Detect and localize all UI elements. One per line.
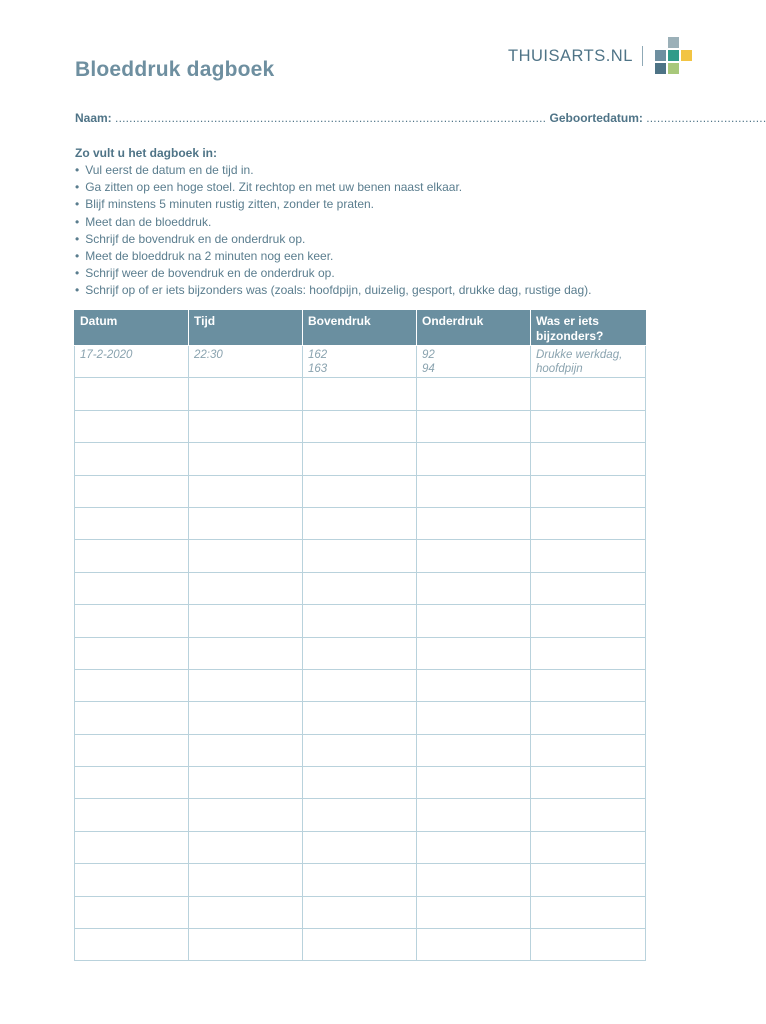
date-cell[interactable]	[75, 605, 189, 637]
date-cell[interactable]	[75, 540, 189, 572]
time-cell[interactable]	[189, 443, 303, 475]
example-lower-2: 94	[422, 363, 435, 375]
date-cell[interactable]	[75, 443, 189, 475]
name-label: Naam:	[75, 111, 112, 125]
column-header-lower-pressure: Onderdruk	[417, 311, 531, 346]
notes-cell[interactable]	[531, 378, 646, 410]
example-lower-1: 92	[422, 349, 435, 361]
date-cell[interactable]	[75, 929, 189, 961]
notes-cell[interactable]	[531, 475, 646, 507]
table-row	[75, 831, 646, 863]
date-cell[interactable]	[75, 669, 189, 701]
example-time: 22:30	[194, 349, 223, 361]
table-row	[75, 864, 646, 896]
lower-pressure-cell[interactable]	[417, 669, 531, 701]
notes-cell[interactable]	[531, 669, 646, 701]
date-cell[interactable]	[75, 637, 189, 669]
lower-pressure-cell[interactable]	[417, 767, 531, 799]
table-row	[75, 507, 646, 539]
lower-pressure-cell[interactable]	[417, 896, 531, 928]
notes-cell[interactable]	[531, 443, 646, 475]
upper-pressure-cell[interactable]	[303, 734, 417, 766]
time-cell[interactable]	[189, 410, 303, 442]
lower-pressure-cell[interactable]	[417, 929, 531, 961]
upper-pressure-cell[interactable]	[303, 799, 417, 831]
date-cell[interactable]	[75, 831, 189, 863]
lower-pressure-cell[interactable]	[417, 475, 531, 507]
table-row	[75, 702, 646, 734]
table-row	[75, 605, 646, 637]
lower-pressure-cell[interactable]	[417, 831, 531, 863]
logo-square-middle-right	[681, 50, 692, 61]
instruction-item: • Meet de bloeddruk na 2 minuten nog een keer.	[75, 248, 655, 265]
example-date: 17-2-2020	[80, 349, 133, 361]
example-date-cell	[75, 346, 189, 378]
birthdate-label: Geboortedatum:	[549, 111, 643, 125]
brand-divider	[642, 46, 643, 66]
time-cell[interactable]	[189, 572, 303, 604]
time-cell[interactable]	[189, 767, 303, 799]
notes-cell[interactable]	[531, 702, 646, 734]
logo-square-middle-center	[668, 50, 679, 61]
notes-cell[interactable]	[531, 540, 646, 572]
upper-pressure-cell[interactable]	[303, 605, 417, 637]
upper-pressure-cell[interactable]	[303, 443, 417, 475]
upper-pressure-cell[interactable]	[303, 637, 417, 669]
upper-pressure-cell[interactable]	[303, 669, 417, 701]
time-cell[interactable]	[189, 475, 303, 507]
column-header-upper-pressure: Bovendruk	[303, 311, 417, 346]
brand-name: THUISARTS.NL	[508, 46, 633, 65]
brand	[508, 36, 694, 76]
table-row	[75, 443, 646, 475]
upper-pressure-cell[interactable]	[303, 767, 417, 799]
upper-pressure-cell[interactable]	[303, 929, 417, 961]
lower-pressure-cell[interactable]	[417, 637, 531, 669]
date-cell[interactable]	[75, 507, 189, 539]
table-row	[75, 637, 646, 669]
instruction-item: • Vul eerst de datum en de tijd in.	[75, 162, 655, 179]
time-cell[interactable]	[189, 702, 303, 734]
notes-cell[interactable]	[531, 767, 646, 799]
instructions-heading: Zo vult u het dagboek in:	[75, 146, 217, 160]
example-upper-cell	[303, 346, 417, 378]
lower-pressure-cell[interactable]	[417, 734, 531, 766]
date-cell[interactable]	[75, 767, 189, 799]
time-cell[interactable]	[189, 540, 303, 572]
instruction-item: • Meet dan de bloeddruk.	[75, 214, 655, 231]
upper-pressure-cell[interactable]	[303, 702, 417, 734]
table-row	[75, 799, 646, 831]
upper-pressure-cell[interactable]	[303, 896, 417, 928]
table-row	[75, 929, 646, 961]
page-title: Bloeddruk dagboek	[75, 58, 275, 81]
lower-pressure-cell[interactable]	[417, 702, 531, 734]
date-cell[interactable]	[75, 799, 189, 831]
example-upper-2: 163	[308, 363, 328, 375]
time-cell[interactable]	[189, 799, 303, 831]
lower-pressure-cell[interactable]	[417, 443, 531, 475]
upper-pressure-cell[interactable]	[303, 378, 417, 410]
notes-cell[interactable]	[531, 410, 646, 442]
table-row	[75, 734, 646, 766]
personal-fields	[75, 111, 766, 125]
notes-cell[interactable]	[531, 799, 646, 831]
logo-square-bottom-center	[668, 63, 679, 74]
notes-cell[interactable]	[531, 605, 646, 637]
lower-pressure-cell[interactable]	[417, 507, 531, 539]
date-cell[interactable]	[75, 378, 189, 410]
time-cell[interactable]	[189, 896, 303, 928]
instruction-item: • Ga zitten op een hoge stoel. Zit rechtop en met uw benen naast elkaar.	[75, 179, 655, 196]
upper-pressure-cell[interactable]	[303, 475, 417, 507]
notes-cell[interactable]	[531, 734, 646, 766]
lower-pressure-cell[interactable]	[417, 572, 531, 604]
time-cell[interactable]	[189, 507, 303, 539]
notes-cell[interactable]	[531, 831, 646, 863]
instruction-item: • Schrijf op of er iets bijzonders was (zoals: hoofdpijn, duizelig, gesport, drukke dag, rustige dag).	[75, 282, 655, 299]
table-row	[75, 896, 646, 928]
time-cell[interactable]	[189, 669, 303, 701]
table-row	[75, 378, 646, 410]
time-cell[interactable]	[189, 378, 303, 410]
time-cell[interactable]	[189, 605, 303, 637]
lower-pressure-cell[interactable]	[417, 540, 531, 572]
name-field[interactable]: ..........................................................................................................................	[115, 111, 547, 125]
notes-cell[interactable]	[531, 637, 646, 669]
example-upper-1: 162	[308, 349, 328, 361]
column-header-time: Tijd	[189, 311, 303, 346]
time-cell[interactable]	[189, 929, 303, 961]
lower-pressure-cell[interactable]	[417, 378, 531, 410]
table-row	[75, 540, 646, 572]
table-row	[75, 572, 646, 604]
date-cell[interactable]	[75, 734, 189, 766]
instruction-item: • Schrijf de bovendruk en de onderdruk op.	[75, 231, 655, 248]
table-row	[75, 475, 646, 507]
example-notes-1: Drukke werkdag,	[536, 349, 623, 361]
instructions-list	[75, 162, 655, 300]
lower-pressure-cell[interactable]	[417, 864, 531, 896]
table-row	[75, 767, 646, 799]
logo-square-top	[668, 37, 679, 48]
example-notes-cell	[531, 346, 646, 378]
date-cell[interactable]	[75, 572, 189, 604]
logo-icon	[654, 36, 694, 76]
date-cell[interactable]	[75, 410, 189, 442]
upper-pressure-cell[interactable]	[303, 831, 417, 863]
upper-pressure-cell[interactable]	[303, 410, 417, 442]
time-cell[interactable]	[189, 637, 303, 669]
table-row	[75, 669, 646, 701]
notes-cell[interactable]	[531, 929, 646, 961]
date-cell[interactable]	[75, 475, 189, 507]
table-row	[75, 410, 646, 442]
date-cell[interactable]	[75, 702, 189, 734]
example-time-cell	[189, 346, 303, 378]
column-header-notes: Was er iets bijzonders?	[531, 311, 646, 346]
blood-pressure-log-table	[74, 310, 646, 961]
instruction-item: • Schrijf weer de bovendruk en de onderdruk op.	[75, 265, 655, 282]
birthdate-field[interactable]: ..................................	[646, 111, 766, 125]
example-notes-2: hoofdpijn	[536, 363, 583, 375]
time-cell[interactable]	[189, 831, 303, 863]
column-header-date: Datum	[75, 311, 189, 346]
example-lower-cell	[417, 346, 531, 378]
upper-pressure-cell[interactable]	[303, 507, 417, 539]
date-cell[interactable]	[75, 896, 189, 928]
time-cell[interactable]	[189, 734, 303, 766]
lower-pressure-cell[interactable]	[417, 410, 531, 442]
example-row	[75, 346, 646, 378]
instructions	[75, 145, 655, 300]
lower-pressure-cell[interactable]	[417, 799, 531, 831]
logo-square-middle-left	[655, 50, 666, 61]
lower-pressure-cell[interactable]	[417, 605, 531, 637]
notes-cell[interactable]	[531, 507, 646, 539]
notes-cell[interactable]	[531, 896, 646, 928]
upper-pressure-cell[interactable]	[303, 540, 417, 572]
date-cell[interactable]	[75, 864, 189, 896]
logo-square-bottom-left	[655, 63, 666, 74]
notes-cell[interactable]	[531, 864, 646, 896]
upper-pressure-cell[interactable]	[303, 572, 417, 604]
time-cell[interactable]	[189, 864, 303, 896]
upper-pressure-cell[interactable]	[303, 864, 417, 896]
instruction-item: • Blijf minstens 5 minuten rustig zitten, zonder te praten.	[75, 196, 655, 213]
notes-cell[interactable]	[531, 572, 646, 604]
table-header-row	[75, 311, 646, 346]
